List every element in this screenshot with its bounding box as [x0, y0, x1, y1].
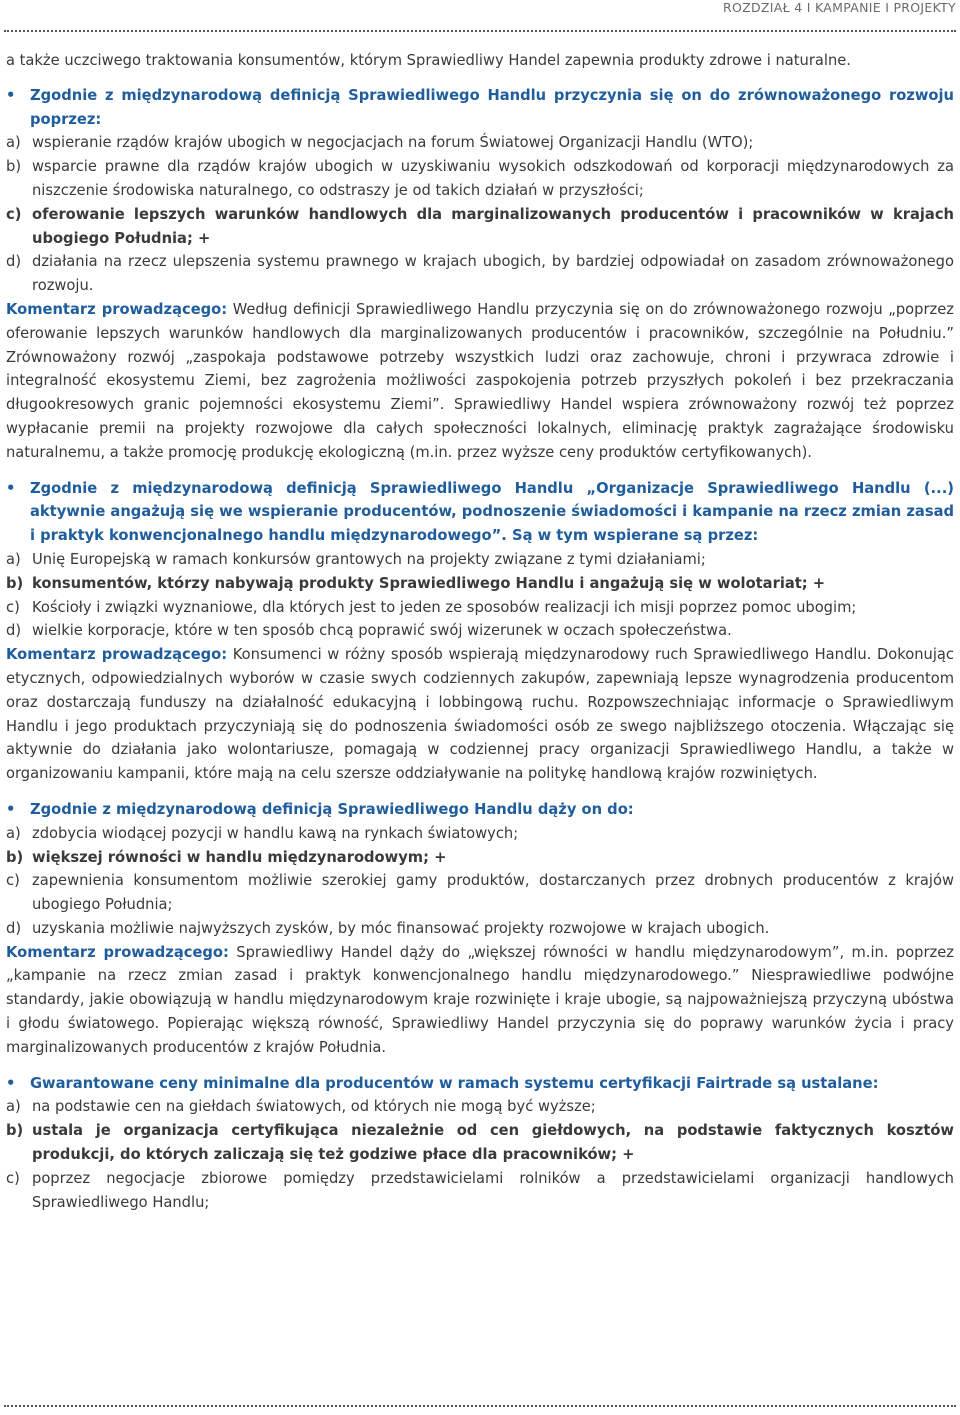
comment-label: Komentarz prowadzącego: — [6, 300, 228, 318]
question-label: Zgodnie z międzynarodową definicją Sprawiedliwego Handlu przyczynia się on do zrównoważonego rozwoju poprzez: — [30, 86, 954, 128]
option-text: działania na rzecz ulepszenia systemu prawnego w krajach ubogich, by bardziej odpowiadał on zasadom zrównoważonego rozwoju. — [32, 253, 954, 295]
option-text: ustala je organizacja certyfikująca niezależnie od cen giełdowych, na podstawie faktycznych kosztów produkcji, do których zaliczają się też godziwe płace dla pracowników; + — [32, 1122, 954, 1164]
answer-option-correct — [6, 846, 954, 870]
option-text: uzyskania możliwie najwyższych zysków, by móc finansować projekty rozwojowe w krajach ubogich. — [32, 919, 770, 937]
moderator-comment — [6, 941, 954, 1060]
answer-option — [6, 131, 954, 155]
option-key: a) — [6, 1098, 21, 1116]
comment-label: Komentarz prowadzącego: — [6, 646, 228, 664]
option-key: c) — [6, 205, 22, 223]
option-text: większej równości w handlu międzynarodowym; + — [32, 848, 447, 866]
question-block — [6, 477, 954, 786]
page-content — [6, 49, 954, 1214]
answer-option — [6, 596, 954, 620]
option-text: Kościoły i związki wyznaniowe, dla których jest to jeden ze sposobów realizacji ich misji poprzez pomoc ubogim; — [32, 598, 857, 616]
option-text: oferowanie lepszych warunków handlowych dla marginalizowanych producentów i pracowników w krajach ubogiego Południa; + — [32, 205, 954, 247]
answer-option — [6, 822, 954, 846]
header-divider — [4, 30, 956, 32]
option-text: wspieranie rządów krajów ubogich w negocjacjach na forum Światowej Organizacji Handlu (WTO); — [32, 134, 754, 152]
question-text — [6, 798, 954, 822]
running-header: ROZDZIAŁ 4 I KAMPANIE I PROJEKTY — [722, 0, 956, 15]
answer-option — [6, 155, 954, 203]
option-text: wielkie korporacje, które w ten sposób chcą poprawić swój wizerunek w oczach społeczeństwa. — [32, 622, 732, 640]
option-key: c) — [6, 872, 20, 890]
answer-option — [6, 1167, 954, 1215]
bullet-icon: • — [6, 800, 16, 818]
option-key: c) — [6, 598, 20, 616]
option-key: d) — [6, 622, 22, 640]
option-key: c) — [6, 1169, 20, 1187]
answer-option — [6, 917, 954, 941]
option-key: d) — [6, 919, 22, 937]
option-text: Unię Europejską w ramach konkursów grantowych na projekty związane z tymi działaniami; — [32, 550, 706, 568]
option-key: a) — [6, 824, 21, 842]
footer-divider — [4, 1405, 956, 1407]
answer-option — [6, 869, 954, 917]
intro-paragraph: a także uczciwego traktowania konsumentów, którym Sprawiedliwy Handel zapewnia produkty zdrowe i naturalne. — [6, 52, 851, 69]
question-label: Zgodnie z międzynarodową definicją Sprawiedliwego Handlu „Organizacje Sprawiedliwego Handlu (...) aktywnie angażują się we wspieranie producentów, podnoszenie świadomości i kampanie na rzecz zmian zasad i praktyk konwencjonalnego handlu międzynarodowego”. — [30, 479, 954, 545]
comment-text: Konsumenci w różny sposób wspierają międzynarodowy ruch Sprawiedliwego Handlu. Dokonując etycznych, odpowiedzialnych wyborów w czasie swych codziennych zakupów, zapewniają lepsze wynagrodzenia producentom oraz dostarczają funduszy na działalność edukacyjną i lobbingową ruchu. Rozpowszechniając informacje o Sprawiedliwym Handlu i jego produktach przyczyniają się do podnoszenia świadomości osób ze swego najbliższego otoczenia. Włączając się aktywnie do działania jako wolontariusze, pomagają w codziennej pracy organizacji Sprawiedliwego Handlu, a także w organizowaniu kampanii, które mają na celu szersze oddziaływanie na politykę handlową krajów rozwiniętych. — [6, 646, 954, 783]
answer-option — [6, 1095, 954, 1119]
answer-option-correct — [6, 203, 954, 251]
option-key: b) — [6, 848, 24, 866]
option-text: wsparcie prawne dla rządów krajów ubogich w uzyskiwaniu wysokich odszkodowań od korporacji międzynarodowych za niszczenie środowiska naturalnego, co odstraszy je od takich działań w przyszłości; — [32, 158, 954, 199]
option-key: a) — [6, 134, 21, 152]
question-block — [6, 84, 954, 465]
bullet-icon: • — [6, 1074, 16, 1092]
question-label: Zgodnie z międzynarodową definicją Sprawiedliwego Handlu dąży on do: — [30, 800, 634, 818]
question-text — [6, 1072, 954, 1096]
question-text — [6, 84, 954, 132]
comment-text: Według definicji Sprawiedliwego Handlu przyczynia się on do zrównoważonego rozwoju „poprzez oferowanie lepszych warunków handlowych dla marginalizowanych producentów i pracowników, szczególnie na Południu.” Zrównoważony rozwój „zaspokaja podstawowe potrzeby wszystkich ludzi oraz zachowuje, chroni i przywraca zdrowie i integralność ekosystemu Ziemi, bez zagrożenia możliwości zaspokojenia potrzeb przyszłych pokoleń i bez przekraczania długookresowych granic pojemności ekosystemu Ziemi”. Sprawiedliwy Handel wspiera zrównoważony rozwój też poprzez wypłacanie premii na projekty rozwojowe dla całych społeczności lokalnych, eliminację praktyk zagrażające środowisku naturalnemu, a także promocję produkcję ekologiczną (m.in. przez wyższe ceny produktów certyfikowanych). — [6, 300, 954, 461]
bullet-icon: • — [6, 86, 16, 104]
question-label: Gwarantowane ceny minimalne dla producentów w ramach systemu certyfikacji Fairtrade są ustalane: — [30, 1074, 879, 1092]
answer-option-correct — [6, 1119, 954, 1167]
moderator-comment — [6, 298, 954, 465]
option-key: b) — [6, 1122, 24, 1140]
question-block — [6, 1072, 954, 1215]
question-block — [6, 798, 954, 1060]
option-key: b) — [6, 574, 24, 592]
moderator-comment — [6, 643, 954, 786]
option-key: b) — [6, 158, 22, 176]
option-text: na podstawie cen na giełdach światowych, od których nie mogą być wyższe; — [32, 1098, 596, 1116]
question-list — [6, 84, 954, 1215]
option-text: zdobycia wiodącej pozycji w handlu kawą na rynkach światowych; — [32, 824, 519, 842]
option-key: d) — [6, 253, 22, 271]
answer-option — [6, 548, 954, 572]
answer-option — [6, 250, 954, 298]
question-text — [6, 477, 954, 548]
option-text: poprzez negocjacje zbiorowe pomiędzy przedstawicielami rolników a przedstawicielami organizacji handlowych Sprawiedliwego Handlu; — [32, 1169, 954, 1211]
option-key: a) — [6, 550, 21, 568]
option-text: zapewnienia konsumentom możliwie szerokiej gamy produktów, dostarczanych przez drobnych producentów z krajów ubogiego Południa; — [32, 872, 954, 914]
option-text: konsumentów, którzy nabywają produkty Sprawiedliwego Handlu i angażują się w wolotariat; + — [32, 574, 826, 592]
comment-label: Komentarz prowadzącego: — [6, 943, 229, 961]
answer-option-correct — [6, 572, 954, 596]
question-suffix: Są w tym wspierane są przez: — [506, 527, 759, 545]
answer-option — [6, 619, 954, 643]
comment-text: Sprawiedliwy Handel dąży do „większej równości w handlu międzynarodowym”, m.in. poprzez „kampanie na rzecz zmian zasad i praktyk konwencjonalnego handlu międzynarodowego.” Niesprawiedliwe podwójne standardy, jakie obowiązują w handlu międzynarodowym kraje rozwinięte i kraje ubogie, są najpoważniejszą przyczyną ubóstwa i głodu światowego. Popierając większą równość, Sprawiedliwy Handel przyczynia się do poprawy warunków życia i pracy marginalizowanych producentów z krajów Południa. — [6, 943, 954, 1056]
bullet-icon: • — [6, 479, 16, 497]
